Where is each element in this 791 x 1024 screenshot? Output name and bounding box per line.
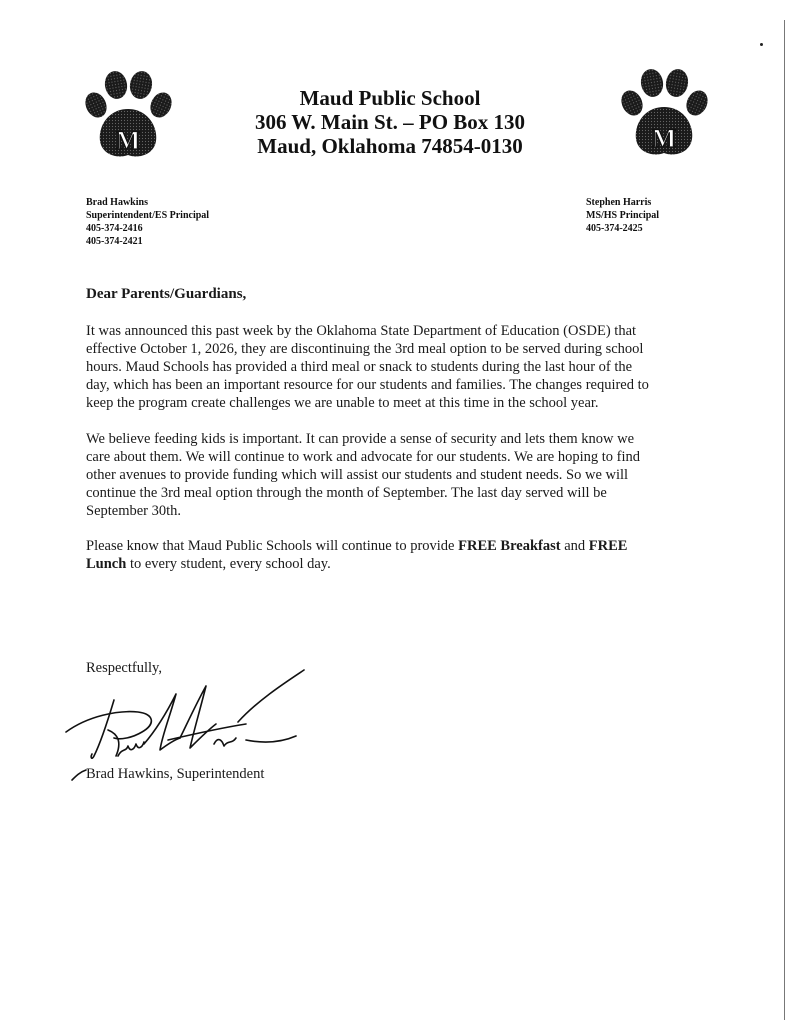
paragraph-line: effective October 1, 2026, they are discontinuing the 3rd meal option to be served during school: [86, 341, 644, 357]
paragraph-line: care about them. We will continue to work and advocate for our students. We are hoping to find: [86, 449, 641, 465]
principal-contact: [586, 196, 659, 235]
school-name: Maud Public School: [299, 86, 481, 110]
contact-title: Superintendent/ES Principal: [86, 210, 210, 221]
paragraph-line: continue the 3rd meal option through the month of September. The last day served will be: [86, 485, 607, 501]
paragraph-line: [86, 537, 706, 555]
school-street-address: 306 W. Main St. – PO Box 130: [254, 110, 526, 134]
paragraph-line: It was announced this past week by the Oklahoma State Department of Education (OSDE) that: [86, 323, 637, 339]
contact-phone: 405-374-2425: [586, 223, 643, 234]
paw-print-logo-right: [614, 63, 714, 163]
scan-edge-line: [784, 20, 785, 1020]
signoff: Brad Hawkins, Superintendent: [86, 766, 265, 782]
bold-free-breakfast: FREE Breakfast: [458, 538, 561, 554]
contact-phone: 405-374-2421: [86, 236, 143, 247]
school-header: [200, 86, 580, 158]
paragraph-line: day, which has been an important resource for our students and families. The changes required to: [86, 377, 649, 393]
text-run: to every student, every school day.: [126, 556, 331, 572]
text-run: Please know that Maud Public Schools will continue to provide: [86, 538, 459, 554]
paragraph-line: September 30th.: [86, 503, 182, 519]
paragraph-feeding-kids: [86, 430, 706, 520]
paw-print-m-icon: [614, 63, 714, 163]
contact-name: Stephen Harris: [586, 197, 652, 208]
text-run: and: [560, 538, 589, 554]
paragraph-osde-announcement: [86, 322, 706, 412]
closing: Respectfully,: [86, 660, 162, 676]
logo-letter: M: [651, 124, 677, 153]
contact-name: Brad Hawkins: [86, 197, 148, 208]
superintendent-contact: [86, 196, 209, 248]
paragraph-line: keep the program create challenges we are unable to meet at this time in the school year.: [86, 395, 599, 411]
scan-speck: [760, 43, 763, 46]
paragraph-line: We believe feeding kids is important. It can provide a sense of security and lets them know we: [86, 431, 635, 447]
paragraph-line: [86, 555, 706, 573]
paw-print-m-icon: [78, 65, 178, 165]
logo-letter: M: [115, 126, 141, 155]
paw-print-logo-left: [78, 65, 178, 165]
paragraph-line: hours. Maud Schools has provided a third meal or snack to students during the last hour of the: [86, 359, 633, 375]
school-city-state-zip: Maud, Oklahoma 74854-0130: [257, 134, 523, 158]
bold-lunch: Lunch: [86, 556, 127, 572]
paragraph-line: other avenues to provide funding which will assist our students and student needs. So we will: [86, 467, 629, 483]
contact-title: MS/HS Principal: [586, 210, 660, 221]
contact-phone: 405-374-2416: [86, 223, 143, 234]
greeting: Dear Parents/Guardians,: [86, 286, 247, 302]
bold-free: FREE: [588, 538, 628, 554]
paragraph-free-meals: [86, 537, 706, 573]
